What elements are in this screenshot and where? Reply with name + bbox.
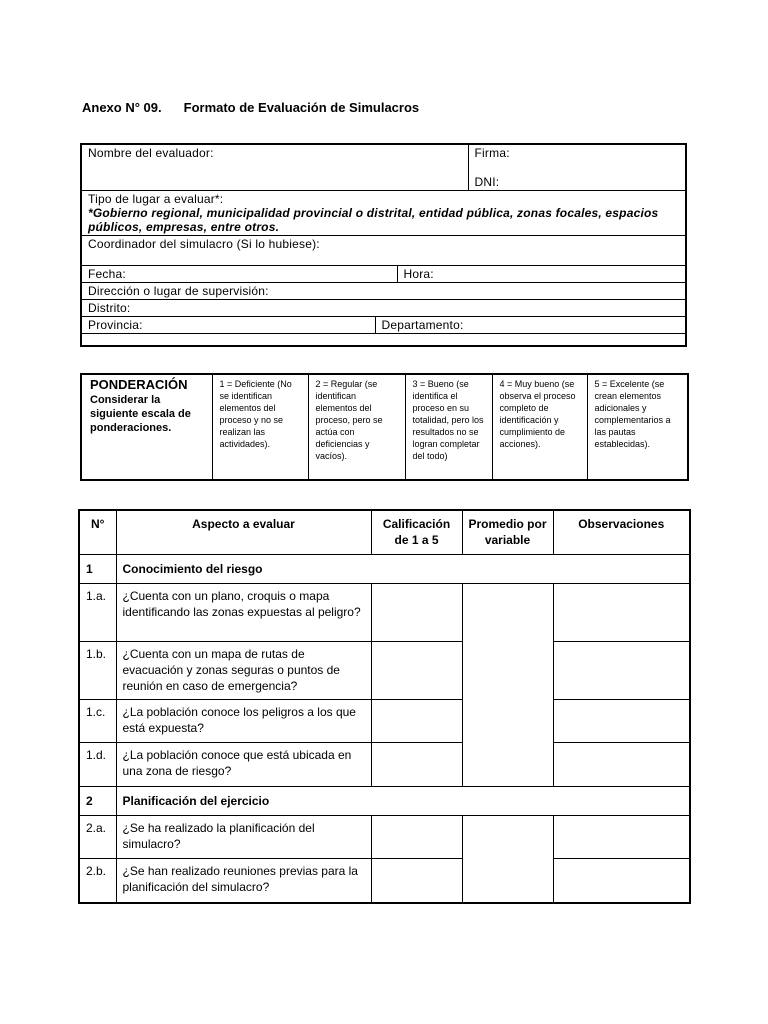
observaciones-cell[interactable] bbox=[553, 700, 690, 743]
col-observaciones-header: Observaciones bbox=[553, 510, 690, 555]
header-row bbox=[79, 510, 690, 555]
item-question: ¿Se ha realizado la planificación del simulacro? bbox=[116, 816, 371, 859]
calificacion-cell[interactable] bbox=[371, 584, 462, 642]
distrito-field[interactable]: Distrito: bbox=[81, 300, 686, 317]
table-row bbox=[79, 859, 690, 903]
fecha-field[interactable]: Fecha: bbox=[81, 266, 397, 283]
tipo-lugar-row bbox=[81, 191, 686, 236]
observaciones-cell[interactable] bbox=[553, 584, 690, 642]
observaciones-cell[interactable] bbox=[553, 816, 690, 859]
ponderacion-level-5: 5 = Excelente (se crean elementos adicionales y complementarios a las pautas establecidas). bbox=[587, 374, 688, 480]
section-number: 1 bbox=[79, 555, 116, 584]
form-title: Formato de Evaluación de Simulacros bbox=[183, 100, 420, 115]
promedio-cell[interactable] bbox=[462, 816, 553, 903]
table-row bbox=[79, 743, 690, 787]
ponderacion-level-3: 3 = Bueno (se identifica el proceso en su totalidad, pero los resultados no se logran completar del todo) bbox=[405, 374, 492, 480]
coordinador-field[interactable]: Coordinador del simulacro (Si lo hubiese): bbox=[81, 236, 686, 266]
col-promedio-header: Promedio por variable bbox=[462, 510, 553, 555]
observaciones-cell[interactable] bbox=[553, 743, 690, 787]
tipo-lugar-field[interactable] bbox=[81, 191, 686, 236]
section-row bbox=[79, 555, 690, 584]
firma-field[interactable]: Firma: bbox=[468, 144, 686, 174]
item-number: 1.a. bbox=[79, 584, 116, 642]
col-calificacion-header: Calificación de 1 a 5 bbox=[371, 510, 462, 555]
table-row bbox=[79, 700, 690, 743]
annex-number: Anexo N° 09. bbox=[82, 100, 162, 115]
blank-row bbox=[81, 334, 686, 347]
item-question: ¿Se han realizado reuniones previas para la planificación del simulacro? bbox=[116, 859, 371, 903]
hora-field[interactable]: Hora: bbox=[397, 266, 686, 283]
ponderacion-table bbox=[80, 373, 689, 481]
col-aspecto-header: Aspecto a evaluar bbox=[116, 510, 371, 555]
tipo-lugar-label: Tipo de lugar a evaluar*: bbox=[88, 192, 224, 206]
page-title bbox=[82, 100, 419, 115]
section-title: Conocimiento del riesgo bbox=[116, 555, 690, 584]
tipo-lugar-note: *Gobierno regional, municipalidad provincial o distrital, entidad pública, zonas focales, espacios públicos, empresas, entre otros. bbox=[88, 206, 659, 234]
section-title: Planificación del ejercicio bbox=[116, 787, 690, 816]
ponderacion-level-4: 4 = Muy bueno (se observa el proceso completo de identificación y cumplimiento de acciones). bbox=[492, 374, 587, 480]
evaluation-table bbox=[78, 509, 691, 904]
item-number: 1.d. bbox=[79, 743, 116, 787]
table-row bbox=[79, 816, 690, 859]
item-question: ¿La población conoce que está ubicada en una zona de riesgo? bbox=[116, 743, 371, 787]
ponderacion-level-1: 1 = Deficiente (No se identifican elementos del proceso y no se realizan las actividades). bbox=[212, 374, 308, 480]
departamento-field[interactable]: Departamento: bbox=[375, 317, 686, 334]
ponderacion-subtitle: Considerar la siguiente escala de ponderaciones. bbox=[90, 394, 191, 434]
info-table bbox=[80, 143, 687, 347]
promedio-cell[interactable] bbox=[462, 584, 553, 787]
observaciones-cell[interactable] bbox=[553, 859, 690, 903]
item-number: 2.a. bbox=[79, 816, 116, 859]
section-number: 2 bbox=[79, 787, 116, 816]
calificacion-cell[interactable] bbox=[371, 859, 462, 903]
section-row bbox=[79, 787, 690, 816]
item-number: 2.b. bbox=[79, 859, 116, 903]
ponderacion-level-2: 2 = Regular (se identifican elementos del proceso, pero se actúa con deficiencias y vacíos). bbox=[308, 374, 405, 480]
table-row bbox=[79, 584, 690, 642]
item-question: ¿Cuenta con un mapa de rutas de evacuación y zonas seguras o puntos de reunión en caso de emergencia? bbox=[116, 642, 371, 700]
table-row bbox=[79, 642, 690, 700]
calificacion-cell[interactable] bbox=[371, 642, 462, 700]
evaluador-row bbox=[81, 144, 686, 174]
evaluador-field[interactable]: Nombre del evaluador: bbox=[81, 144, 468, 191]
ponderacion-heading: PONDERACIÓN bbox=[90, 377, 188, 392]
col-num-header: N° bbox=[79, 510, 116, 555]
observaciones-cell[interactable] bbox=[553, 642, 690, 700]
item-question: ¿Cuenta con un plano, croquis o mapa identificando las zonas expuestas al peligro? bbox=[116, 584, 371, 642]
calificacion-cell[interactable] bbox=[371, 816, 462, 859]
provincia-field[interactable]: Provincia: bbox=[81, 317, 375, 334]
dni-field[interactable]: DNI: bbox=[468, 174, 686, 191]
ponderacion-heading-cell bbox=[81, 374, 212, 480]
item-number: 1.c. bbox=[79, 700, 116, 743]
direccion-field[interactable]: Dirección o lugar de supervisión: bbox=[81, 283, 686, 300]
item-number: 1.b. bbox=[79, 642, 116, 700]
calificacion-cell[interactable] bbox=[371, 700, 462, 743]
item-question: ¿La población conoce los peligros a los que está expuesta? bbox=[116, 700, 371, 743]
calificacion-cell[interactable] bbox=[371, 743, 462, 787]
